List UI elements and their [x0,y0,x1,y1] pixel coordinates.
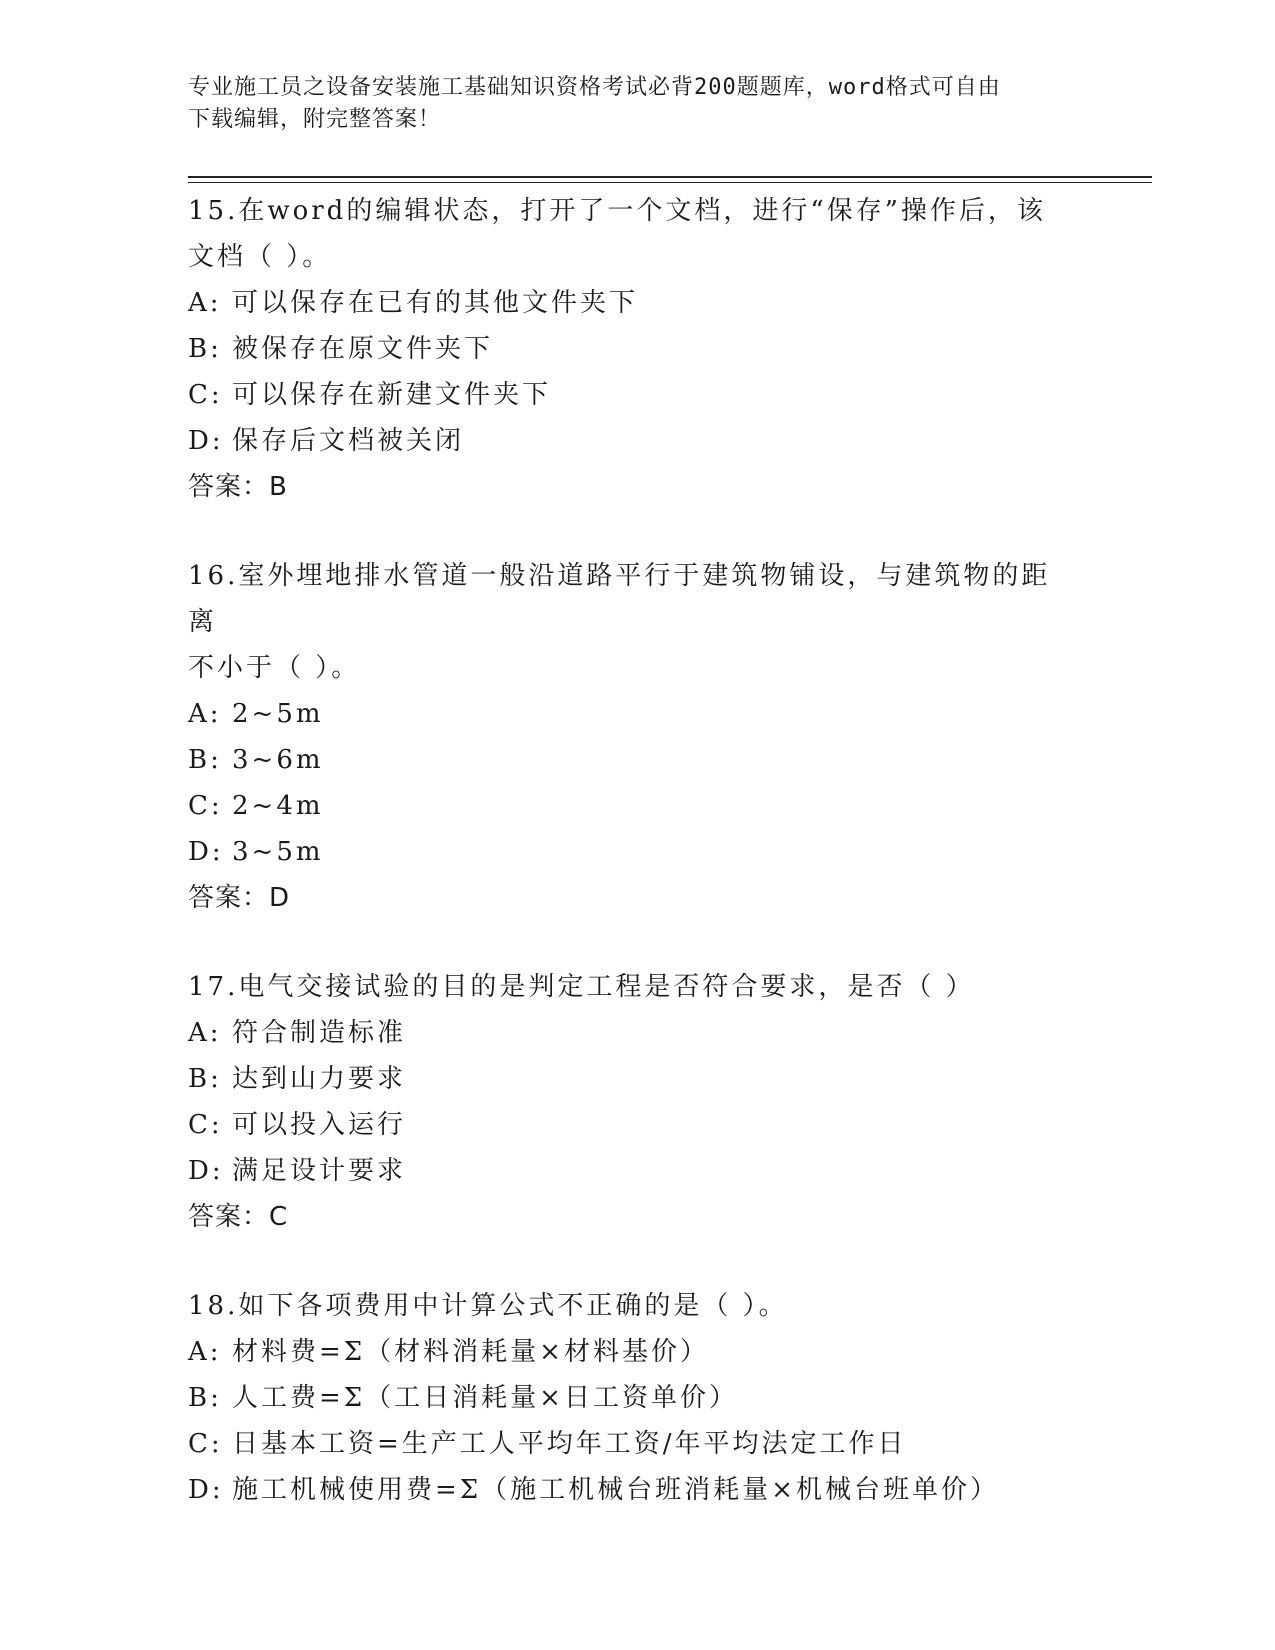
question-text [188,964,1068,1010]
question-16 [188,553,1088,921]
option-letter: C: [188,1429,223,1459]
option-letter: D: [188,1475,224,1505]
option-b [188,1056,1088,1102]
option-letter: C: [188,791,223,821]
option-c [188,1102,1088,1148]
option-text: 2~4m [232,791,324,821]
option-c [188,1421,1088,1467]
option-a [188,1010,1088,1056]
option-letter: D: [188,837,224,867]
header-line-1: 专业施工员之设备安装施工基础知识资格考试必背200题题库，word格式可自由 [188,75,1001,100]
option-d [188,418,1088,464]
answer-label: 答案：D [188,883,291,913]
option-a [188,280,1088,326]
option-letter: A: [188,1337,222,1367]
header-rule-thin [188,182,1152,183]
option-a [188,1329,1088,1375]
option-text: 保存后文档被关闭 [232,426,465,456]
option-c [188,783,1088,829]
option-d [188,1148,1088,1194]
option-c [188,372,1088,418]
option-text: 3~5m [232,837,324,867]
header-line-2: 下载编辑，附完整答案！ [188,107,442,132]
option-text: 可以保存在新建文件夹下 [232,380,552,410]
option-text: 3~6m [232,745,324,775]
question-text-line-1: 18.如下各项费用中计算公式不正确的是（ ）。 [188,1291,788,1321]
option-text: 施工机械使用费=Σ（施工机械台班消耗量×机械台班单价） [232,1475,999,1505]
option-text: 可以保存在已有的其他文件夹下 [232,288,639,318]
option-letter: A: [188,699,222,729]
option-text: 被保存在原文件夹下 [232,334,494,364]
question-17 [188,964,1088,1240]
option-letter: D: [188,1156,224,1186]
question-text-line-1: 17.电气交接试验的目的是判定工程是否符合要求，是否（ ） [188,972,975,1002]
option-text: 2~5m [232,699,324,729]
option-text: 符合制造标准 [232,1018,407,1048]
option-letter: B: [188,745,222,775]
option-b [188,326,1088,372]
option-text: 人工费=Σ（工日消耗量×日工资单价） [232,1383,738,1413]
option-text: 日基本工资=生产工人平均年工资/年平均法定工作日 [232,1429,907,1459]
option-text: 满足设计要求 [232,1156,407,1186]
option-letter: B: [188,334,222,364]
question-15 [188,188,1088,510]
question-18 [188,1283,1088,1513]
question-text-line-1: 16.室外埋地排水管道一般沿道路平行于建筑物铺设，与建筑物的距离 [188,561,1051,637]
option-text: 达到山力要求 [232,1064,407,1094]
option-text: 可以投入运行 [232,1110,407,1140]
option-d [188,829,1088,875]
option-letter: C: [188,380,223,410]
question-text-line-1: 15.在word的编辑状态，打开了一个文档，进行“保存”操作后，该 [188,196,1046,226]
question-text-line-2: 文档（ ）。 [188,242,332,272]
option-b [188,737,1088,783]
option-letter: B: [188,1064,222,1094]
question-text [188,553,1068,691]
option-letter: A: [188,1018,222,1048]
question-text [188,1283,1068,1329]
question-text-line-2: 不小于（ ）。 [188,653,361,683]
option-b [188,1375,1088,1421]
option-letter: A: [188,288,222,318]
header-rule-thick [188,176,1152,178]
answer-label: 答案：B [188,472,288,502]
option-a [188,691,1088,737]
question-text [188,188,1068,280]
document-header [188,72,1068,136]
option-letter: D: [188,426,224,456]
answer-label: 答案：C [188,1202,289,1232]
option-text: 材料费=Σ（材料消耗量×材料基价） [232,1337,709,1367]
question-list [188,188,1088,1556]
option-d [188,1467,1088,1513]
option-letter: B: [188,1383,222,1413]
option-letter: C: [188,1110,223,1140]
